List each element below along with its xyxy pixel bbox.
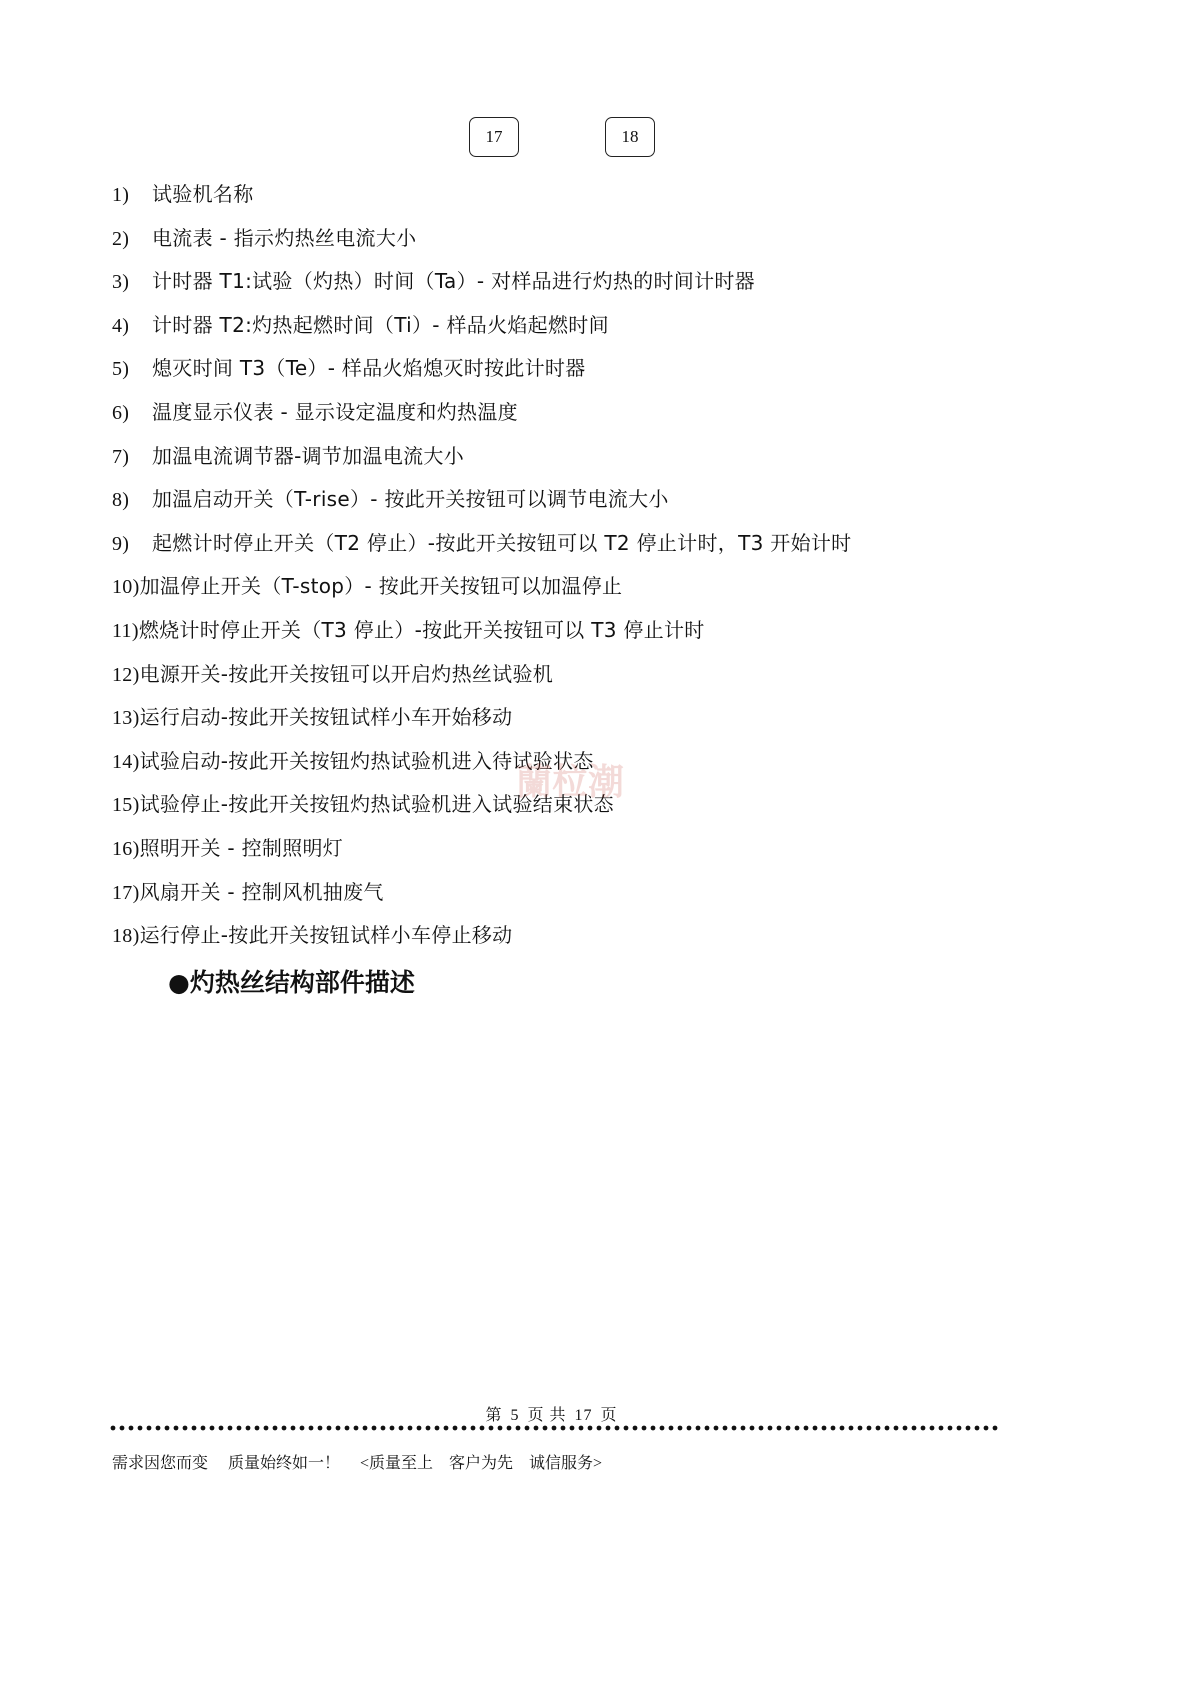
list-item: [112, 656, 851, 700]
watermark-logo: [505, 756, 635, 808]
item-number: 17): [112, 881, 140, 904]
list-item: [112, 743, 851, 787]
list-item: [112, 917, 851, 961]
component-list: [112, 176, 851, 961]
page-middle: 页 共: [527, 1407, 567, 1424]
footer-slogan-1: 需求因您而变: [112, 1455, 209, 1472]
page-current: 5: [510, 1407, 520, 1424]
item-number: 7): [112, 445, 130, 468]
page-total: 17: [574, 1407, 593, 1424]
list-item: [112, 176, 851, 220]
item-number: 5): [112, 358, 130, 381]
item-number: 2): [112, 227, 130, 250]
list-item: [112, 307, 851, 351]
footer: [112, 1450, 618, 1473]
item-number: 9): [112, 532, 130, 555]
item-number: 14): [112, 750, 140, 773]
item-text: 运行启动-按此开关按钮试样小车开始移动: [139, 705, 513, 730]
item-text: 熄灭时间 T3（Te）- 样品火焰熄灭时按此计时器: [152, 356, 586, 381]
list-item: [112, 525, 851, 569]
item-text: 试验机名称: [152, 182, 254, 206]
list-item: [112, 786, 851, 830]
item-number: 1): [112, 184, 130, 206]
item-text: 加温启动开关（T-rise）- 按此开关按钮可以调节电流大小: [152, 487, 669, 512]
list-item: [112, 612, 851, 656]
item-text: 电流表 - 指示灼热丝电流大小: [152, 225, 417, 250]
item-text: 电源开关-按此开关按钮可以开启灼热丝试验机: [139, 661, 554, 686]
list-item: [112, 220, 851, 264]
item-number: 3): [112, 271, 130, 294]
item-number: 10): [112, 576, 140, 599]
section-title: ●灼热丝结构部件描述: [168, 968, 415, 997]
footer-slogan-3: <质量至上 客户为先 诚信服务>: [360, 1455, 603, 1472]
list-item: [112, 699, 851, 743]
item-text: 温度显示仪表 - 显示设定温度和灼热温度: [152, 399, 518, 424]
callout-17: 17: [469, 117, 519, 157]
page-suffix: 页: [600, 1407, 618, 1424]
dotted-divider: [110, 1422, 1000, 1434]
item-text: 计时器 T1:试验（灼热）时间（Ta）- 对样品进行灼热的时间计时器: [152, 269, 755, 294]
list-item: [112, 874, 851, 918]
list-item: [112, 394, 851, 438]
item-number: 13): [112, 707, 140, 730]
item-text: 加温停止开关（T-stop）- 按此开关按钮可以加温停止: [139, 574, 623, 599]
list-item: [112, 830, 851, 874]
item-number: 4): [112, 314, 130, 337]
callout-18: 18: [605, 117, 655, 157]
item-text: 风扇开关 - 控制风机抽废气: [139, 879, 384, 904]
item-text: 照明开关 - 控制照明灯: [139, 835, 344, 860]
list-item: [112, 263, 851, 307]
item-text: 起燃计时停止开关（T2 停止）-按此开关按钮可以 T2 停止计时，T3 开始计时: [152, 530, 852, 555]
item-number: 12): [112, 663, 140, 686]
item-number: 6): [112, 401, 130, 424]
item-text: 试验启动-按此开关按钮灼热试验机进入待试验状态: [139, 748, 594, 773]
item-number: 11): [112, 619, 139, 642]
page-prefix: 第: [485, 1407, 503, 1424]
list-item: [112, 438, 851, 482]
item-number: 16): [112, 837, 140, 860]
item-text: 燃烧计时停止开关（T3 停止）-按此开关按钮可以 T3 停止计时: [138, 617, 705, 642]
item-text: 计时器 T2:灼热起燃时间（Ti）- 样品火焰起燃时间: [152, 312, 609, 337]
footer-slogan-2: 质量始终如一！: [228, 1455, 341, 1472]
list-item: [112, 350, 851, 394]
list-item: [112, 481, 851, 525]
item-text: 运行停止-按此开关按钮试样小车停止移动: [139, 923, 513, 948]
list-item: [112, 568, 851, 612]
item-text: 加温电流调节器-调节加温电流大小: [152, 443, 465, 468]
item-number: 8): [112, 489, 130, 512]
item-number: 18): [112, 925, 140, 948]
item-number: 15): [112, 794, 140, 817]
watermark-text: 蘭柆潮: [515, 761, 625, 803]
item-text: 试验停止-按此开关按钮灼热试验机进入试验结束状态: [139, 792, 614, 817]
